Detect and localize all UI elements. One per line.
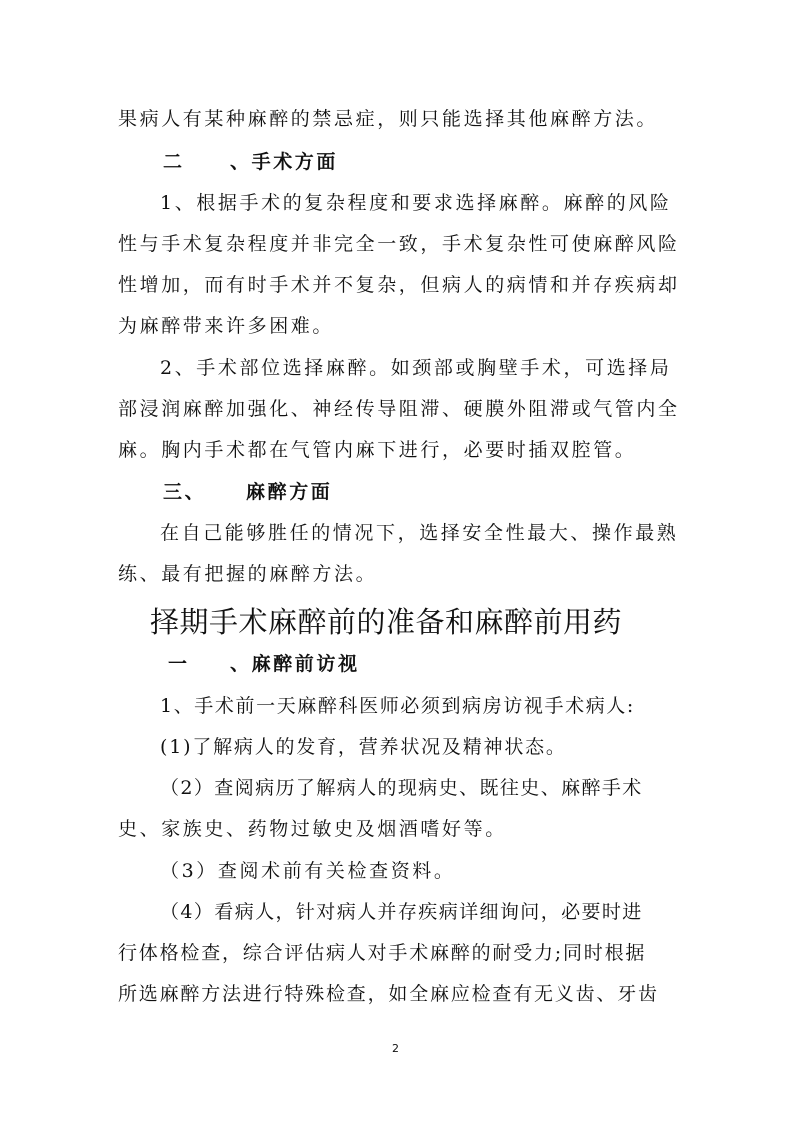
paragraph-line: 练、最有把握的麻醉方法。: [118, 563, 378, 585]
section-heading: 、麻醉前访视: [230, 653, 360, 675]
paragraph-line: 行体格检查，综合评估病人对手术麻醉的耐受力;同时根据: [118, 942, 647, 964]
paragraph-line: 麻。胸内手术都在气管内麻下进行，必要时插双腔管。: [118, 439, 637, 461]
paragraph-line: 史、家族史、药物过敏史及烟酒嗜好等。: [118, 818, 507, 840]
paragraph-line: 在自己能够胜任的情况下，选择安全性最大、操作最熟: [160, 522, 679, 544]
paragraph-line: 性增加，而有时手术并不复杂，但病人的病情和并存疾病却: [118, 274, 680, 296]
section-heading: 、手术方面: [230, 151, 339, 173]
page-number: 2: [392, 1042, 399, 1055]
section-heading: 麻醉方面: [246, 481, 333, 503]
paragraph-line: 所选麻醉方法进行特殊检查，如全麻应检查有无义齿、牙齿: [118, 983, 659, 1005]
paragraph-line: 部浸润麻醉加强化、神经传导阻滞、硬膜外阻滞或气管内全: [118, 398, 680, 420]
paragraph-line: 1、手术前一天麻醉科医师必须到病房访视手术病人:: [160, 695, 635, 717]
paragraph-line: 性与手术复杂程度并非完全一致，手术复杂性可使麻醉风险: [118, 233, 680, 255]
paragraph-line: 为麻醉带来许多困难。: [118, 315, 335, 337]
paragraph-line: 2、手术部位选择麻醉。如颈部或胸壁手术，可选择局: [160, 357, 672, 379]
list-item: （4）看病人，针对病人并存疾病详细询问，必要时进: [160, 901, 643, 923]
section-number: 二: [163, 151, 185, 173]
paragraph-line: 1、根据手术的复杂程度和要求选择麻醉。麻醉的风险: [160, 192, 672, 214]
list-item: （3）查阅术前有关检查资料。: [160, 860, 456, 882]
list-item: (1)了解病人的发育，营养状况及精神状态。: [160, 736, 567, 758]
list-item: （2）查阅病历了解病人的现病史、既往史、麻醉手术: [160, 777, 643, 799]
section-number: 一: [168, 653, 190, 675]
page-title: 择期手术麻醉前的准备和麻醉前用药: [150, 605, 623, 639]
paragraph-line: 果病人有某种麻醉的禁忌症，则只能选择其他麻醉方法。: [118, 108, 659, 130]
section-number: 三、: [163, 481, 207, 503]
